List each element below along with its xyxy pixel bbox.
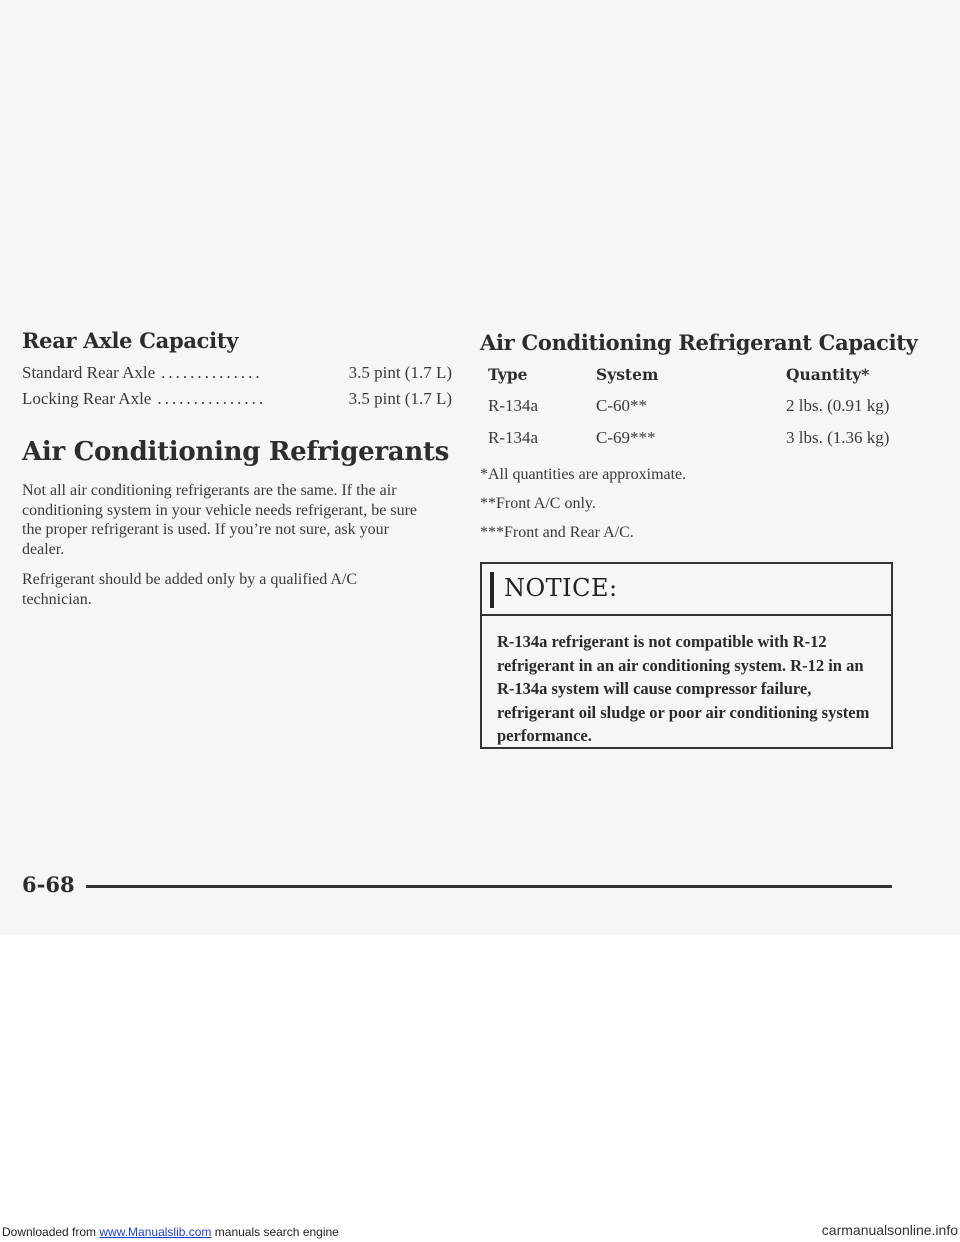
capacity-heading: Air Conditioning Refrigerant Capacity (480, 330, 918, 355)
credit-suffix: manuals search engine (211, 1225, 339, 1239)
rear-axle-value: 3.5 pint (1.7 L) (348, 389, 452, 408)
capacity-table (488, 365, 906, 456)
footer-rule (86, 885, 892, 888)
table-row (488, 424, 906, 456)
table-header-row (488, 365, 906, 392)
download-credit (2, 1225, 339, 1239)
cell-quantity: 2 lbs. (0.91 kg) (786, 396, 890, 415)
notice-bar (490, 572, 494, 608)
cell-system: C-69*** (596, 428, 656, 447)
notice-title: NOTICE: (504, 574, 618, 602)
watermark: carmanualsonline.info (821, 1222, 958, 1238)
cell-type: R-134a (488, 428, 539, 447)
leader-dots: ............... (157, 389, 267, 408)
footnotes (480, 466, 920, 553)
technician-paragraph: Refrigerant should be added only by a qualified A/C technician. (22, 571, 358, 608)
notice-box (480, 562, 893, 749)
rear-axle-list (22, 363, 452, 415)
cell-quantity: 3 lbs. (1.36 kg) (786, 428, 890, 447)
notice-body: R-134a refrigerant is not compatible with R-12 refrigerant in an air conditioning system. R-12 in an R-134a system will cause compressor failure, refrigerant oil sludge or poor air conditioning system performance. (497, 632, 870, 745)
col-header-type: Type (488, 365, 528, 384)
rear-axle-label: Locking Rear Axle (22, 389, 152, 408)
credit-prefix: Downloaded from (2, 1225, 100, 1239)
rear-axle-value: 3.5 pint (1.7 L) (348, 363, 452, 382)
footnote: ***Front and Rear A/C. (480, 524, 634, 541)
download-banner (0, 1222, 960, 1242)
table-row (488, 392, 906, 424)
rear-axle-row (22, 389, 452, 415)
leader-dots: .............. (161, 363, 263, 382)
page-number: 6-68 (22, 872, 75, 897)
footnote: *All quantities are approximate. (480, 466, 687, 483)
col-header-system: System (596, 365, 659, 384)
right-column (480, 330, 920, 553)
refrigerants-paragraph: Not all air conditioning refrigerants are the same. If the air conditioning system in your vehicle needs refrigerant, be sure the proper refrigerant is used. If you’re not sure, ask your dealer. (22, 482, 417, 558)
cell-system: C-60** (596, 396, 647, 415)
rear-axle-heading: Rear Axle Capacity (22, 328, 239, 353)
rear-axle-label: Standard Rear Axle (22, 363, 156, 382)
cell-type: R-134a (488, 396, 539, 415)
notice-header (482, 564, 891, 616)
manualslib-link[interactable]: www.Manualslib.com (99, 1225, 212, 1239)
footnote: **Front A/C only. (480, 495, 596, 512)
rear-axle-row (22, 363, 452, 389)
left-column (22, 328, 452, 609)
refrigerants-heading: Air Conditioning Refrigerants (22, 437, 449, 467)
col-header-quantity: Quantity* (786, 365, 870, 384)
